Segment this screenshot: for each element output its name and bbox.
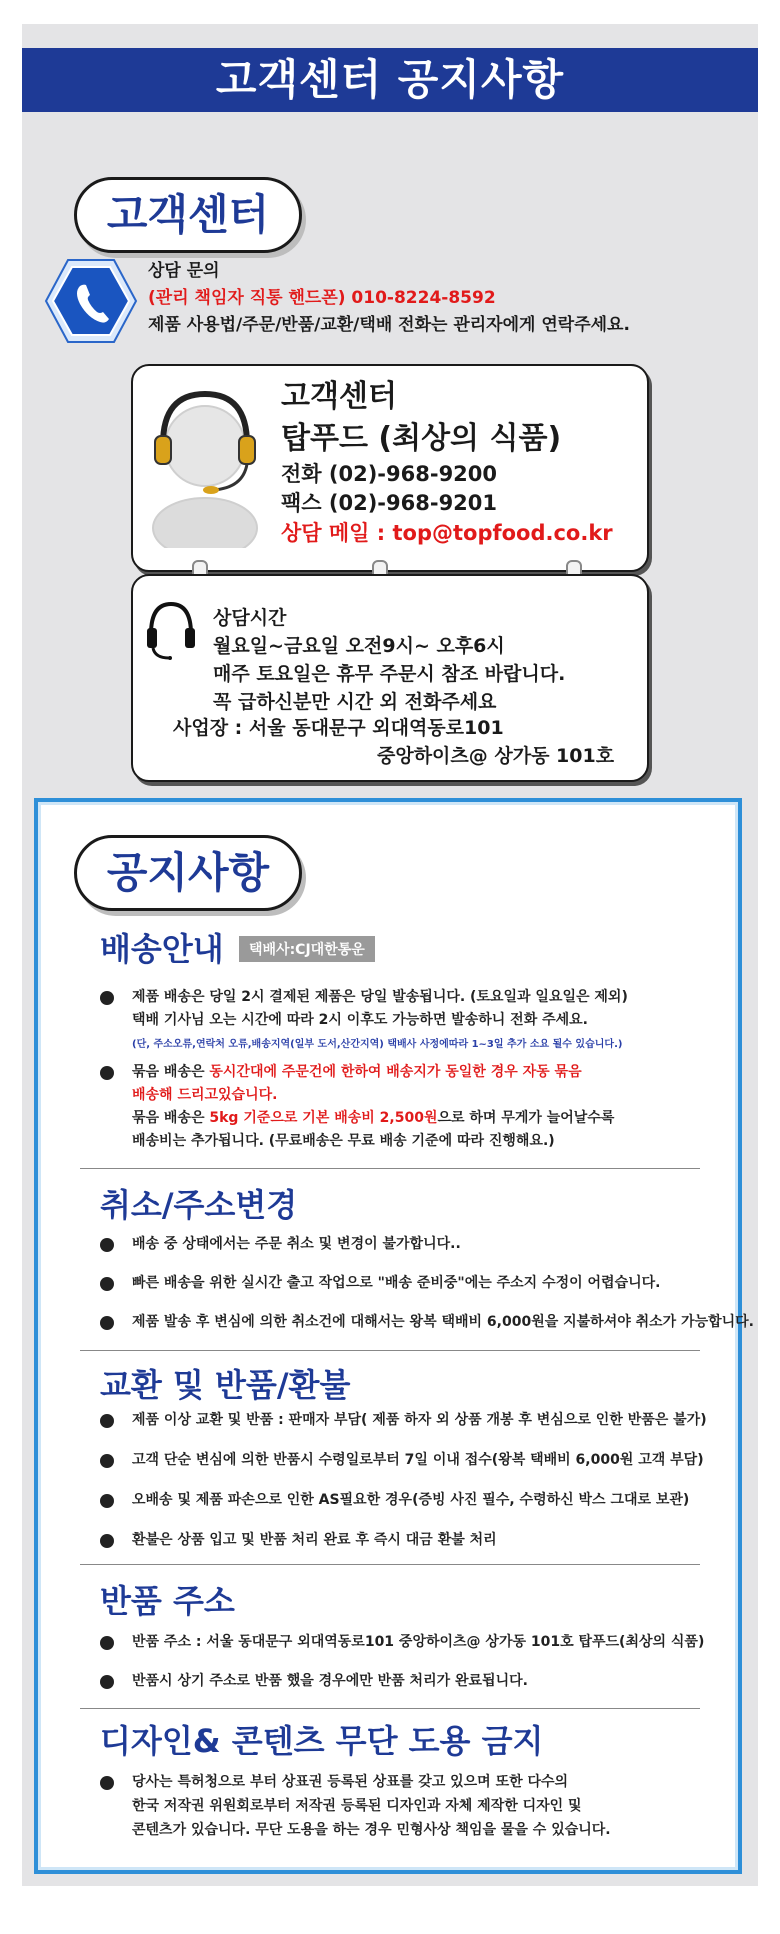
section-divider	[80, 1350, 700, 1351]
list-item: 환불은 상품 입고 및 반품 처리 완료 후 즉시 대금 환불 처리	[132, 1532, 497, 1548]
shipping-item1-note: (단, 주소오류,연락처 오류,배송지역(일부 도서,산간지역) 택배사 사정에따라 1~3일 추가 소요 될수 있습니다.)	[132, 1039, 623, 1050]
text-span: 묶음 배송은	[132, 1110, 210, 1126]
cancel-title: 취소/주소변경	[100, 1186, 298, 1224]
copyright-title: 디자인& 콘텐츠 무단 도용 금지	[100, 1722, 544, 1760]
business-address: 사업장 : 서울 동대문구 외대역동로101	[173, 717, 504, 739]
hours-title: 상담시간	[213, 607, 287, 629]
bullet-icon	[100, 1414, 114, 1428]
return-address-title: 반품 주소	[100, 1582, 235, 1620]
company-name: 탑푸드 (최상의 식품)	[281, 421, 562, 456]
list-item: 고객 단순 변심에 의한 반품시 수령일로부터 7일 이내 접수(왕복 택배비 6,000원 고객 부담)	[132, 1452, 704, 1468]
phone-icon	[44, 258, 138, 344]
exchange-title: 교환 및 반품/환불	[100, 1366, 351, 1404]
contact-info	[148, 258, 630, 339]
manager-phone[interactable]: (관리 책임자 직통 핸드폰) 010-8224-8592	[148, 288, 496, 308]
list-item: 반품시 상기 주소로 반품 했을 경우에만 반품 처리가 완료됩니다.	[132, 1673, 528, 1689]
courier-badge: 택배사:CJ대한통운	[239, 936, 375, 962]
text-span: 묶음 배송은	[132, 1064, 210, 1080]
contact-card-text	[281, 376, 613, 548]
shipping-item2-line2: 배송해 드리고있습니다.	[132, 1087, 278, 1103]
highlight-text: 동시간대에 주문건에 한하여 배송지가 동일한 경우 자동 묶음	[209, 1064, 582, 1080]
bullet-icon	[100, 1066, 114, 1080]
inquiry-note: 제품 사용법/주문/반품/교환/택배 전화는 관리자에게 연락주세요.	[148, 315, 630, 335]
bullet-icon	[100, 1494, 114, 1508]
headset-icon	[145, 600, 197, 660]
copyright-line3: 콘텐츠가 있습니다. 무단 도용을 하는 경우 민형사상 책임을 물을 수 있습니다.	[132, 1822, 611, 1838]
hours-after: 꼭 급하신분만 시간 외 전화주세요	[213, 691, 497, 713]
bullet-icon	[100, 1675, 114, 1689]
bullet-icon	[100, 1776, 114, 1790]
list-item: 오배송 및 제품 파손으로 인한 AS필요한 경우(증빙 사진 필수, 수령하신 박스 그대로 보관)	[132, 1492, 690, 1508]
bullet-icon	[100, 1277, 114, 1291]
shipping-item1-line1: 제품 배송은 당일 2시 결제된 제품은 당일 발송됩니다. (토요일과 일요일은 제외)	[132, 989, 628, 1005]
list-item: 제품 발송 후 변심에 의한 취소건에 대해서는 왕복 택배비 6,000원을 지불하셔야 취소가 가능합니다.	[132, 1314, 754, 1330]
hours-weekday: 월요일~금요일 오전9시~ 오후6시	[213, 635, 505, 657]
shipping-item2-line1	[132, 1062, 582, 1083]
fax-number: 팩스 (02)-968-9201	[281, 491, 498, 515]
contact-email[interactable]: 상담 메일 : top@topfood.co.kr	[281, 521, 613, 545]
list-item: 배송 중 상태에서는 주문 취소 및 변경이 불가합니다..	[132, 1236, 461, 1252]
notice-heading: 공지사항	[74, 835, 302, 911]
hours-saturday: 매주 토요일은 휴무 주문시 참조 바랍니다.	[213, 663, 566, 685]
bullet-icon	[100, 1534, 114, 1548]
customer-center-heading: 고객센터	[74, 177, 302, 253]
copyright-line2: 한국 저작권 위원회로부터 저작권 등록된 디자인과 자체 제작한 디자인 및	[132, 1798, 582, 1814]
text-span: 으로 하며 무게가 늘어날수록	[437, 1110, 615, 1126]
hours-text	[213, 604, 565, 716]
bullet-icon	[100, 1238, 114, 1252]
section-divider	[80, 1168, 700, 1169]
inquiry-title: 상담 문의	[148, 261, 220, 281]
card-title: 고객센터	[281, 379, 397, 414]
shipping-item2-line3	[132, 1108, 614, 1129]
bullet-icon	[100, 1636, 114, 1650]
hours-card	[131, 574, 649, 782]
bullet-icon	[100, 1454, 114, 1468]
bullet-icon	[100, 1316, 114, 1330]
shipping-item2-line4: 배송비는 추가됩니다. (무료배송은 무료 배송 기준에 따라 진행해요.)	[132, 1133, 555, 1149]
business-address-line2: 중앙하이츠@ 상가동 101호	[377, 745, 615, 767]
shipping-item1-line2: 택배 기사님 오는 시간에 따라 2시 이후도 가능하면 발송하니 전화 주세요.	[132, 1012, 588, 1028]
bullet-icon	[100, 991, 114, 1005]
section-divider	[80, 1708, 700, 1709]
list-item: 반품 주소 : 서울 동대문구 외대역동로101 중앙하이츠@ 상가동 101호 탑푸드(최상의 식품)	[132, 1634, 705, 1650]
tel-number[interactable]: 전화 (02)-968-9200	[281, 462, 498, 486]
highlight-text: 5kg 기준으로 기본 배송비 2,500원	[209, 1110, 438, 1126]
list-item: 제품 이상 교환 및 반품 : 판매자 부담( 제품 하자 외 상품 개봉 후 변심으로 인한 반품은 불가)	[132, 1412, 707, 1428]
copyright-line1: 당사는 특허청으로 부터 상표권 등록된 상표를 갖고 있으며 또한 다수의	[132, 1774, 569, 1790]
page-title: 고객센터 공지사항	[22, 48, 758, 112]
shipping-title: 배송안내	[100, 930, 224, 968]
list-item: 빠른 배송을 위한 실시간 출고 작업으로 "배송 준비중"에는 주소지 수정이 어렵습니다.	[132, 1275, 661, 1291]
operator-avatar-icon	[147, 388, 259, 548]
section-divider	[80, 1564, 700, 1565]
contact-card	[131, 364, 649, 572]
